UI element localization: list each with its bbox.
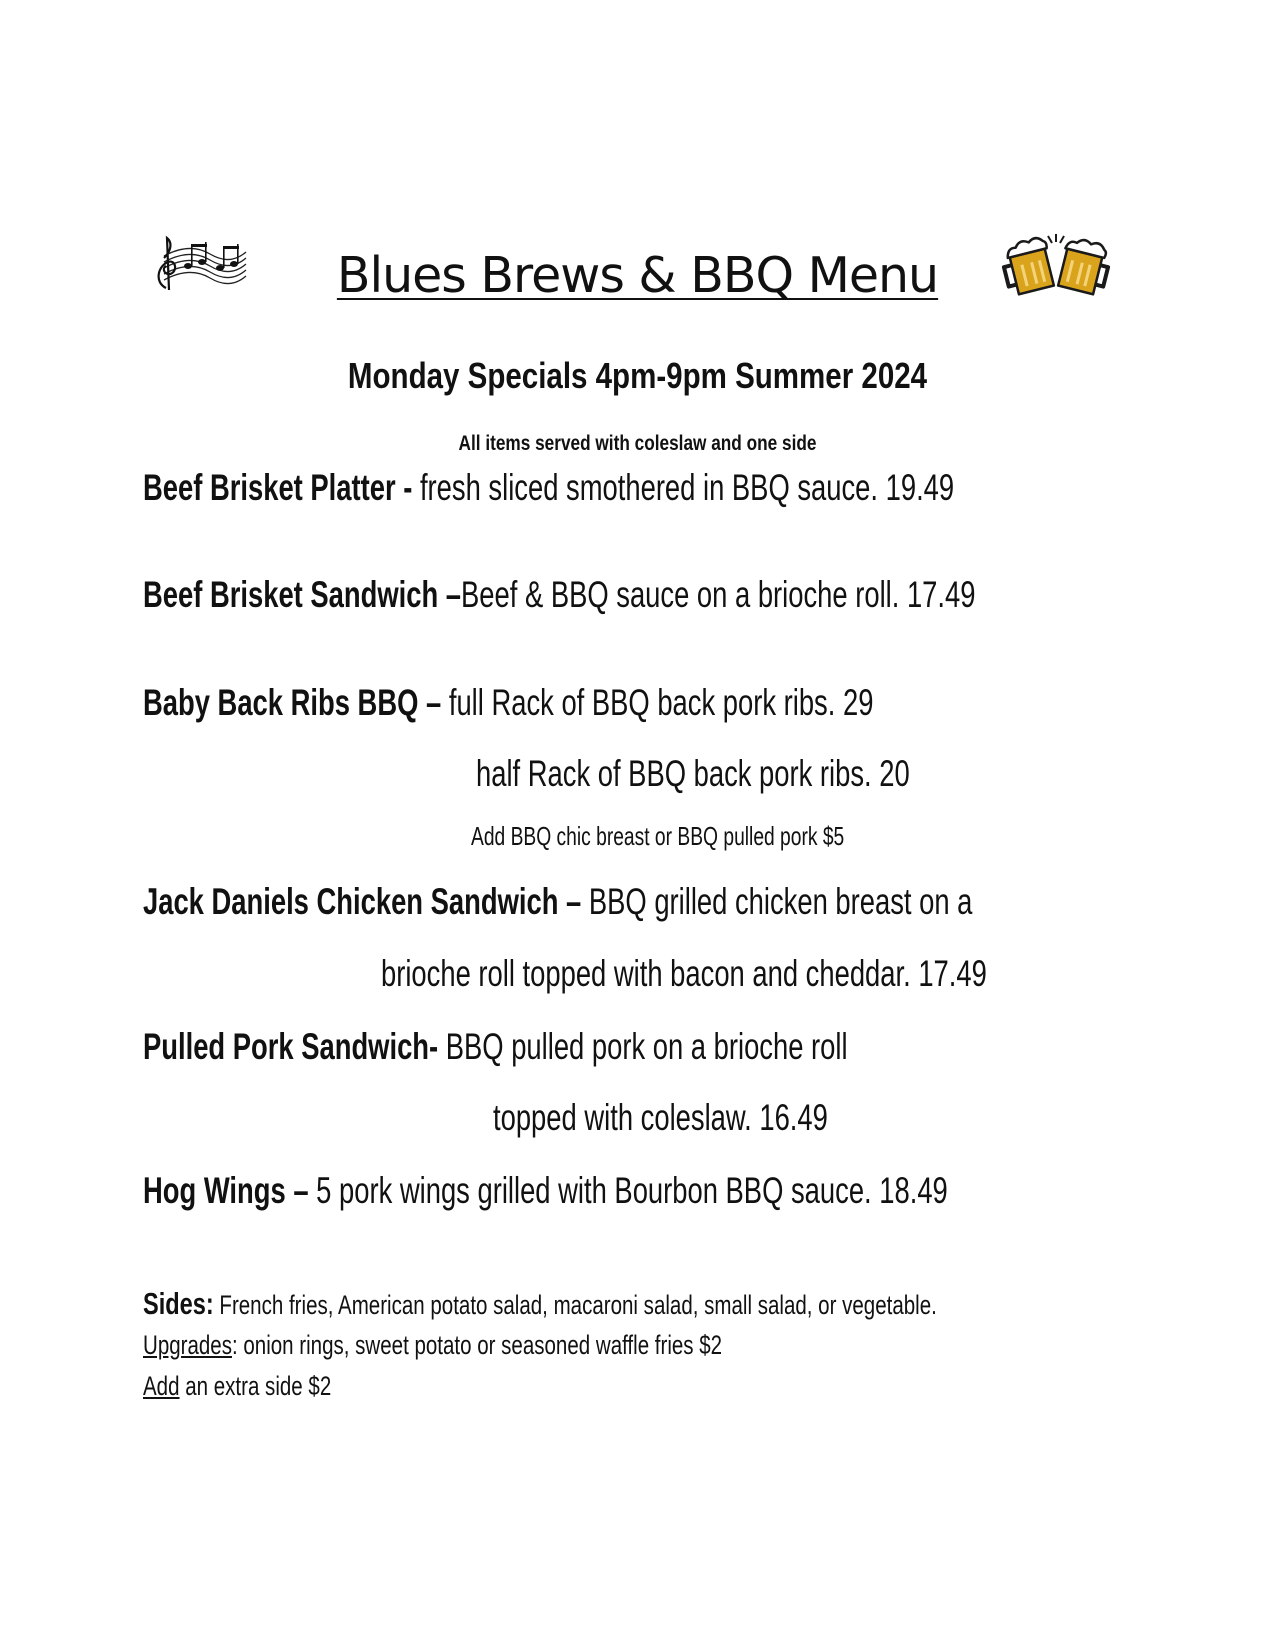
upgrades-line	[143, 1326, 722, 1364]
sides-line	[143, 1285, 937, 1324]
item-name: Pulled Pork Sandwich-	[143, 1026, 446, 1067]
upgrades-label: Upgrades	[143, 1330, 232, 1360]
item-name: Jack Daniels Chicken Sandwich –	[143, 881, 589, 922]
beer-mugs-icon	[1000, 232, 1112, 298]
add-label: Add	[143, 1371, 180, 1401]
menu-title: Blues Brews & BBQ Menu	[336, 247, 939, 304]
menu-item-pulled-pork-sandwich	[143, 1024, 848, 1070]
menu-item-jd-chicken-sandwich	[143, 879, 972, 925]
item-description: brioche roll topped with bacon and cheddar. 17.49	[381, 953, 987, 994]
menu-item-brisket-sandwich	[143, 572, 975, 618]
add-text: an extra side $2	[179, 1371, 332, 1401]
served-with-note: All items served with coleslaw and one side	[458, 432, 817, 455]
item-description: fresh sliced smothered in BBQ sauce. 19.49	[419, 467, 955, 508]
menu-item-brisket-platter	[143, 465, 954, 511]
menu-item-baby-back-ribs	[143, 680, 873, 726]
item-name: Beef Brisket Sandwich –	[143, 574, 462, 615]
extra-side-line	[143, 1367, 331, 1405]
item-description: Beef & BBQ sauce on a brioche roll. 17.49	[461, 574, 976, 615]
item-name: Beef Brisket Platter -	[143, 467, 420, 508]
item-name: Hog Wings –	[143, 1170, 317, 1211]
item-name: Baby Back Ribs BBQ –	[143, 682, 449, 723]
sides-text: French fries, American potato salad, macaroni salad, small salad, or vegetable.	[213, 1290, 937, 1320]
title-row	[0, 226, 1275, 326]
item-description: BBQ pulled pork on a brioche roll	[445, 1026, 848, 1067]
menu-item-pulled-pork-line2	[493, 1095, 828, 1141]
sides-label: Sides:	[143, 1286, 214, 1321]
menu-item-ribs-half-rack	[476, 751, 910, 797]
upgrades-text: : onion rings, sweet potato or seasoned waffle fries $2	[231, 1330, 723, 1360]
item-description: BBQ grilled chicken breast on a	[588, 881, 973, 922]
item-description: full Rack of BBQ back pork ribs. 29	[448, 682, 874, 723]
item-description: half Rack of BBQ back pork ribs. 20	[476, 753, 910, 794]
item-description: topped with coleslaw. 16.49	[493, 1097, 828, 1138]
item-description: 5 pork wings grilled with Bourbon BBQ sauce. 18.49	[316, 1170, 948, 1211]
specials-heading: Monday Specials 4pm-9pm Summer 2024	[347, 355, 928, 396]
menu-item-jd-chicken-line2	[381, 951, 987, 997]
ribs-addon-note: Add BBQ chic breast or BBQ pulled pork $5	[471, 821, 845, 851]
menu-item-hog-wings	[143, 1168, 948, 1214]
